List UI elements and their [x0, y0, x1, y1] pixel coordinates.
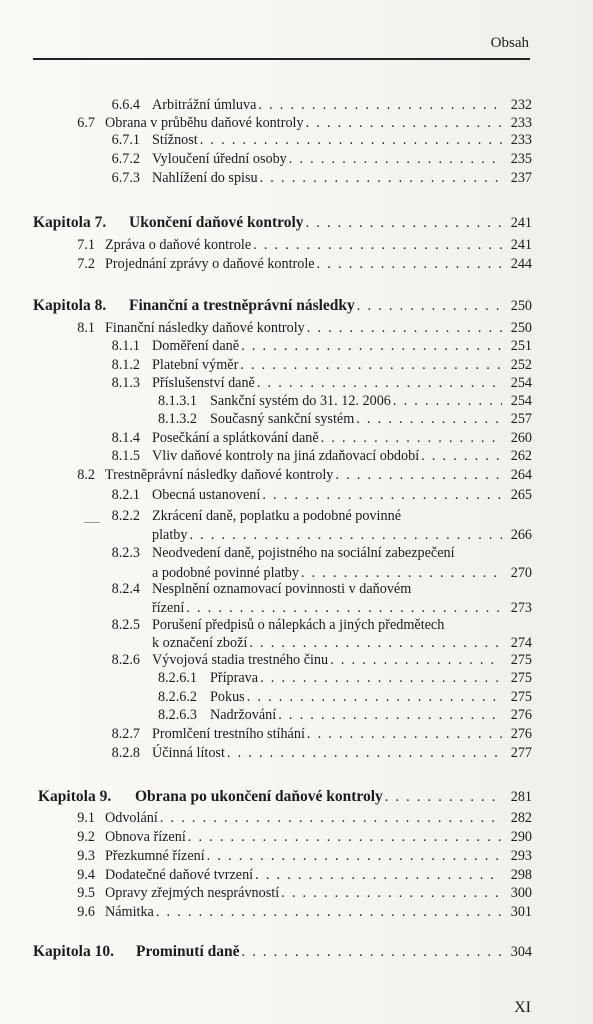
header-rule [33, 58, 530, 60]
toc-title-continuation: platby [152, 527, 188, 543]
toc-title: Opravy zřejmých nesprávností [105, 885, 280, 901]
toc-page-number: 254 [510, 393, 532, 409]
toc-page-number: 270 [510, 565, 532, 581]
dot-leader [307, 320, 502, 337]
toc-page-number: 282 [510, 810, 532, 826]
toc-title: Nesplnění oznamovací povinnosti v daňovém [152, 581, 412, 597]
dot-leader [260, 670, 502, 687]
toc-number: 8.2.8 [111, 745, 140, 761]
toc-page-number: 257 [510, 411, 532, 427]
toc-number: 8.1.4 [111, 430, 140, 446]
toc-entry [0, 689, 532, 709]
dot-leader [257, 375, 502, 392]
toc-entry [0, 617, 532, 637]
dot-leader [207, 848, 502, 865]
dot-leader [307, 726, 502, 743]
toc-title: Obecná ustanovení [152, 487, 261, 503]
toc-number: 6.7.3 [111, 170, 140, 186]
dot-leader [262, 487, 502, 504]
toc-title: Vývojová stadia trestného činu [152, 652, 329, 668]
dot-leader [156, 904, 502, 921]
toc-entry [0, 448, 532, 468]
toc-title: Příprava [210, 670, 259, 686]
dot-leader [321, 430, 502, 447]
toc-chapter [0, 943, 532, 963]
toc-entry [0, 338, 532, 358]
toc-title: Ukončení daňové kontroly [129, 214, 304, 231]
toc-title: Vliv daňové kontroly na jiná zdaňovací období [152, 448, 420, 464]
toc-number: 8.2.6.2 [157, 689, 197, 705]
toc-page-number: 298 [510, 867, 532, 883]
toc-title: Vyloučení úřední osoby [152, 151, 287, 167]
dot-leader [258, 97, 502, 114]
toc-title: Námitka [105, 904, 154, 920]
dot-leader [306, 215, 502, 232]
dot-leader [278, 707, 502, 724]
toc-number: 8.2.2 [111, 508, 140, 524]
toc-entry [0, 151, 532, 171]
toc-number: 6.7.1 [111, 132, 140, 148]
toc-title: Nahlížení do spisu [152, 170, 258, 186]
toc-entry [0, 170, 532, 190]
dot-leader [421, 448, 502, 465]
toc-number: 8.2.6.1 [157, 670, 197, 686]
toc-number: 8.1.2 [111, 357, 140, 373]
toc-number: 8.2.7 [111, 726, 140, 742]
toc-number: Kapitola 7. [33, 214, 107, 231]
toc-title: Dodatečné daňové tvrzení [105, 867, 254, 883]
toc-title-continuation: k označení zboží [152, 635, 248, 651]
toc-page-number: 293 [510, 848, 532, 864]
toc-title-continuation: řízení [152, 600, 185, 616]
running-header: Obsah [490, 35, 529, 51]
toc-number: 7.2 [77, 256, 95, 272]
toc-title: Sankční systém do 31. 12. 2006 [210, 393, 391, 409]
toc-title: Platební výměr [152, 357, 239, 373]
toc-entry [0, 652, 532, 672]
toc-page-number: 262 [510, 448, 532, 464]
toc-entry [0, 467, 532, 487]
toc-title: Pokus [210, 689, 245, 705]
toc-title: Prominutí daně [136, 943, 240, 960]
toc-number: 6.6.4 [111, 97, 140, 113]
toc-number: 7.1 [77, 237, 95, 253]
toc-page-number: 274 [510, 635, 532, 651]
toc-entry [0, 430, 532, 450]
toc-page-number: 276 [510, 726, 532, 742]
toc-page-number: 301 [510, 904, 532, 920]
toc-title: Trestněprávní následky daňové kontroly [105, 467, 334, 483]
toc-page-number: 275 [510, 689, 532, 705]
toc-page-number: 266 [510, 527, 532, 543]
toc-page-number: 233 [510, 115, 532, 131]
toc-entry [0, 487, 532, 507]
toc-title: Současný sankční systém [210, 411, 355, 427]
toc-title: Projednání zprávy o daňové kontrole [105, 256, 315, 272]
toc-number: 8.1.5 [111, 448, 140, 464]
toc-number: 8.1.3.2 [157, 411, 197, 427]
dot-leader [160, 810, 502, 827]
toc-page-number: 254 [510, 375, 532, 391]
toc-title: Porušení předpisů o nálepkách a jiných předmětech [152, 617, 445, 633]
toc-page-number: 277 [510, 745, 532, 761]
dot-leader [317, 256, 502, 273]
dot-leader [260, 170, 502, 187]
toc-entry [0, 726, 532, 746]
toc-entry [0, 320, 532, 340]
dot-leader [249, 635, 502, 652]
dot-leader [385, 789, 502, 806]
toc-page-number: 304 [510, 944, 532, 960]
toc-page-number: 300 [510, 885, 532, 901]
toc-number: 9.2 [77, 829, 95, 845]
toc-page-number: 233 [510, 132, 532, 148]
toc-entry [0, 411, 532, 431]
toc-number: 9.3 [77, 848, 95, 864]
toc-entry [0, 375, 532, 395]
toc-page-number: 232 [510, 97, 532, 113]
toc-number: 9.1 [77, 810, 95, 826]
toc-page-number: 250 [510, 320, 532, 336]
toc-page-number: 252 [510, 357, 532, 373]
toc-entry [0, 810, 532, 830]
dot-leader [289, 151, 502, 168]
margin-mark [84, 522, 100, 523]
toc-title: Příslušenství daně [152, 375, 255, 391]
toc-page-number: 241 [510, 215, 532, 231]
toc-chapter [0, 297, 532, 317]
dot-leader [393, 393, 502, 410]
toc-entry [0, 508, 532, 528]
toc-entry [0, 670, 532, 690]
toc-title: Zpráva o daňové kontrole [105, 237, 252, 253]
toc-number: 9.6 [77, 904, 95, 920]
toc-number: 8.2.6 [111, 652, 140, 668]
toc-number: 8.1 [77, 320, 95, 336]
toc-number: 6.7.2 [111, 151, 140, 167]
toc-page-number: 275 [510, 670, 532, 686]
toc-title: Obrana v průběhu daňové kontroly [105, 115, 304, 131]
toc-page-number: 275 [510, 652, 532, 668]
dot-leader [188, 829, 502, 846]
toc-title: Finanční následky daňové kontroly [105, 320, 305, 336]
dot-leader [241, 338, 502, 355]
toc-title: Stížnost [152, 132, 198, 148]
dot-leader [227, 745, 502, 762]
toc-chapter [0, 788, 532, 808]
toc-page-number: 251 [510, 338, 532, 354]
page-number: XI [514, 999, 531, 1016]
dot-leader [186, 600, 502, 617]
toc-entry [0, 829, 532, 849]
toc-page-number: 264 [510, 467, 532, 483]
toc-entry [0, 581, 532, 601]
toc-number: 6.7 [77, 115, 95, 131]
toc-number: 8.1.1 [111, 338, 140, 354]
toc-title: Posečkání a splátkování daně [152, 430, 319, 446]
toc-title: Obrana po ukončení daňové kontroly [135, 788, 383, 805]
toc-entry [0, 904, 532, 924]
dot-leader [301, 565, 502, 582]
dot-leader [240, 357, 502, 374]
toc-title: Odvolání [105, 810, 158, 826]
toc-entry [0, 885, 532, 905]
toc-title: Neodvedení daně, pojistného na sociální zabezpečení [152, 545, 455, 561]
toc-page-number: 237 [510, 170, 532, 186]
toc-number: 8.2.5 [111, 617, 140, 633]
dot-leader [189, 527, 502, 544]
dot-leader [253, 237, 502, 254]
toc-page-number: 250 [510, 298, 532, 314]
dot-leader [247, 689, 502, 706]
toc-number: 8.2.6.3 [157, 707, 197, 723]
dot-leader [356, 411, 502, 428]
toc-title: Nadržování [210, 707, 277, 723]
dot-leader [255, 867, 502, 884]
toc-page-number: 290 [510, 829, 532, 845]
dot-leader [335, 467, 502, 484]
toc-page-number: 273 [510, 600, 532, 616]
toc-entry [0, 848, 532, 868]
toc-number: 8.2.3 [111, 545, 140, 561]
toc-page-number: 235 [510, 151, 532, 167]
dot-leader [200, 132, 502, 149]
toc-entry [0, 745, 532, 765]
dot-leader [242, 944, 503, 961]
toc-title: Arbitrážní úmluva [152, 97, 257, 113]
toc-page-number: 281 [510, 789, 532, 805]
toc-number: 9.4 [77, 867, 95, 883]
dot-leader [281, 885, 502, 902]
toc-entry [0, 237, 532, 257]
toc-entry-continuation [0, 527, 532, 547]
toc-number: Kapitola 9. [38, 788, 112, 805]
toc-number: 8.1.3 [111, 375, 140, 391]
toc-page-number: 244 [510, 256, 532, 272]
toc-number: 8.2.1 [111, 487, 140, 503]
dot-leader [357, 298, 502, 315]
toc-entry [0, 545, 532, 565]
toc-page-number: 260 [510, 430, 532, 446]
toc-entry [0, 707, 532, 727]
dot-leader [306, 115, 502, 132]
toc-title: Obnova řízení [105, 829, 186, 845]
toc-title: Účinná lítost [152, 745, 225, 761]
toc-page-number: 276 [510, 707, 532, 723]
dot-leader [330, 652, 502, 669]
toc-title: Finanční a trestněprávní následky [129, 297, 355, 314]
toc-number: 8.2 [77, 467, 95, 483]
toc-number: 8.2.4 [111, 581, 140, 597]
toc-title-continuation: a podobné povinné platby [152, 565, 299, 581]
toc-title: Zkrácení daně, poplatku a podobné povinné [152, 508, 401, 524]
toc-page-number: 265 [510, 487, 532, 503]
toc-entry [0, 97, 532, 117]
toc-entry [0, 357, 532, 377]
toc-page-number: 241 [510, 237, 532, 253]
toc-number: 9.5 [77, 885, 95, 901]
toc-entry [0, 867, 532, 887]
toc-number: Kapitola 10. [33, 943, 114, 960]
toc-entry [0, 393, 532, 413]
toc-title: Doměření daně [152, 338, 240, 354]
toc-entry [0, 256, 532, 276]
toc-title: Přezkumné řízení [105, 848, 205, 864]
toc-number: 8.1.3.1 [157, 393, 197, 409]
toc-chapter [0, 214, 532, 234]
toc-number: Kapitola 8. [33, 297, 107, 314]
toc-title: Promlčení trestního stíhání [152, 726, 305, 742]
toc-entry [0, 132, 532, 152]
